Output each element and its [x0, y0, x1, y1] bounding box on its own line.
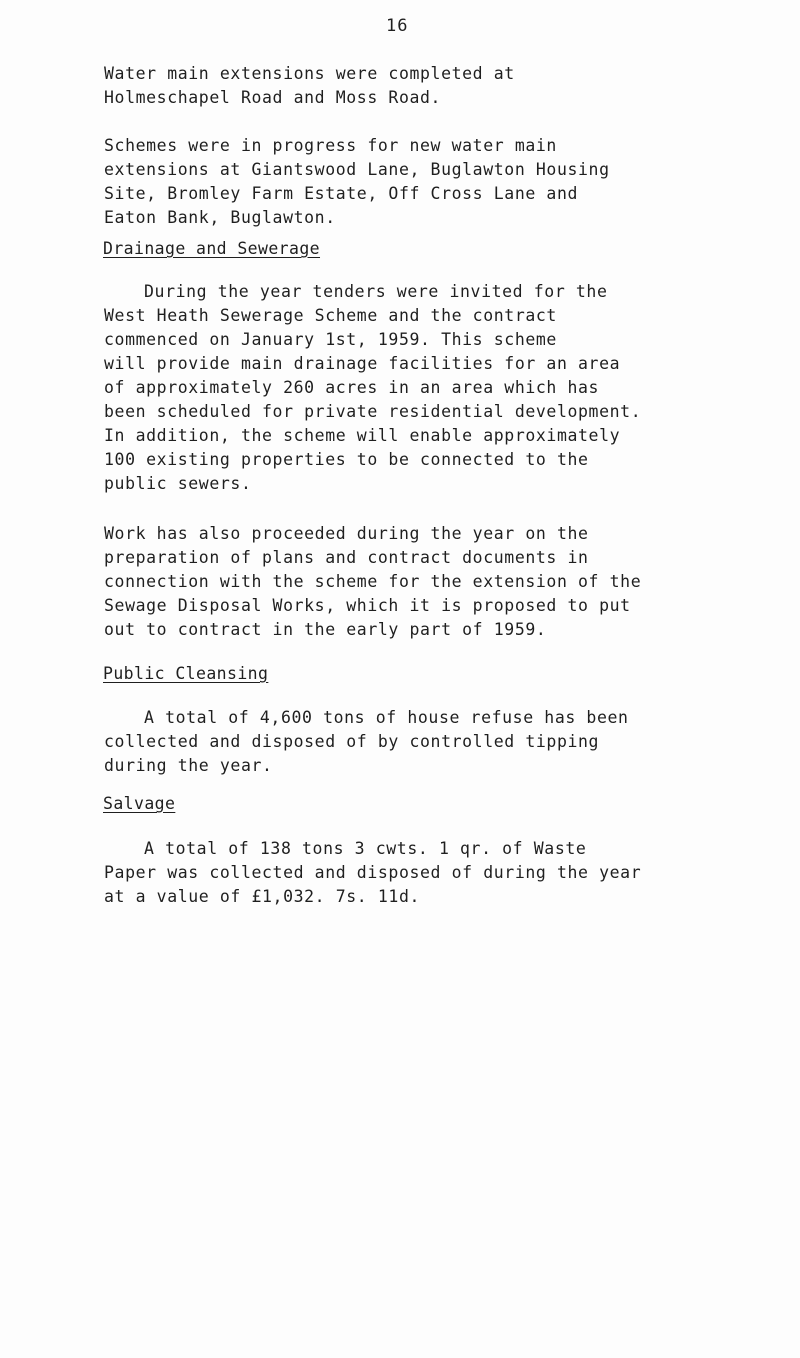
text-line: In addition, the scheme will enable approximately [104, 426, 621, 445]
text-line: connection with the scheme for the extension of the [104, 572, 642, 591]
text-line: been scheduled for private residential development. [104, 402, 642, 421]
text-line: of approximately 260 acres in an area which has [104, 378, 600, 397]
public-cleansing-paragraph [104, 706, 784, 778]
text-line: A total of 138 tons 3 cwts. 1 qr. of Waste [144, 839, 587, 858]
text-line: Sewage Disposal Works, which it is proposed to put [104, 596, 631, 615]
text-line: Schemes were in progress for new water main [104, 136, 557, 155]
water-schemes-paragraph [104, 134, 784, 230]
text-line: will provide main drainage facilities for an area [104, 354, 621, 373]
text-line: Paper was collected and disposed of during the year [104, 863, 642, 882]
drainage-paragraph-2 [104, 522, 784, 642]
text-line: 100 existing properties to be connected to the [104, 450, 589, 469]
public-cleansing-heading: Public Cleansing [103, 664, 269, 683]
drainage-paragraph-1 [104, 280, 784, 496]
text-line: out to contract in the early part of 1959. [104, 620, 547, 639]
drainage-heading: Drainage and Sewerage [103, 239, 321, 258]
text-line: A total of 4,600 tons of house refuse has been [144, 708, 629, 727]
text-line: Eaton Bank, Buglawton. [104, 208, 336, 227]
text-line: collected and disposed of by controlled tipping [104, 732, 600, 751]
text-line: at a value of £1,032. 7s. 11d. [104, 887, 421, 906]
page-number: 16 [386, 16, 409, 36]
text-line: Holmeschapel Road and Moss Road. [104, 88, 442, 107]
salvage-paragraph [104, 837, 784, 909]
text-line: public sewers. [104, 474, 252, 493]
text-line: during the year. [104, 756, 273, 775]
text-line: extensions at Giantswood Lane, Buglawton Housing [104, 160, 610, 179]
text-line: Site, Bromley Farm Estate, Off Cross Lane and [104, 184, 579, 203]
text-line: Work has also proceeded during the year on the [104, 524, 589, 543]
text-line: During the year tenders were invited for the [144, 282, 608, 301]
text-line: preparation of plans and contract documents in [104, 548, 589, 567]
text-line: commenced on January 1st, 1959. This scheme [104, 330, 557, 349]
text-line: West Heath Sewerage Scheme and the contract [104, 306, 557, 325]
salvage-heading: Salvage [103, 794, 176, 813]
text-line: Water main extensions were completed at [104, 64, 515, 83]
water-completed-paragraph [104, 62, 784, 110]
